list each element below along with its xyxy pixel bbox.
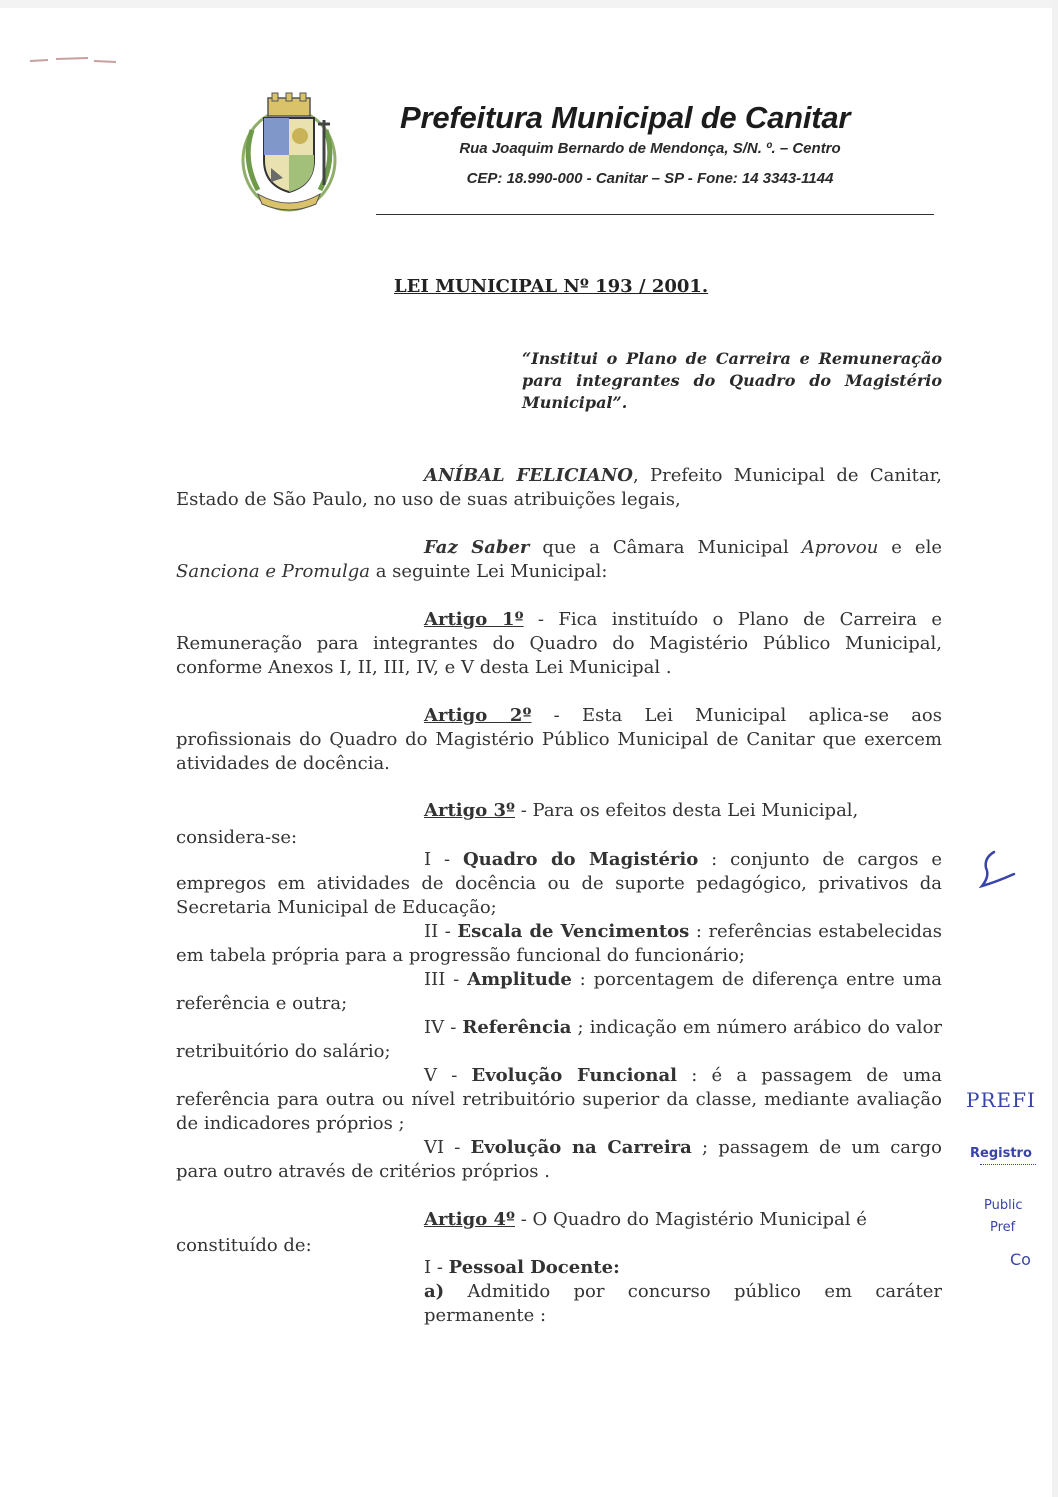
page-edge-right	[1052, 0, 1058, 1497]
item-term: Escala de Vencimentos	[457, 921, 690, 942]
enactment-text-3: a seguinte Lei Municipal:	[369, 561, 608, 582]
item-text: : porcentagem de diferença entre uma referência e outra;	[176, 969, 943, 1014]
law-title: LEI MUNICIPAL Nº 193 / 2001.	[394, 276, 709, 297]
stamp-line-5: Co	[1010, 1250, 1031, 1269]
item-text: Admitido por concurso público em caráter permanente :	[424, 1281, 942, 1326]
stamp-line-3: Public	[984, 1198, 1023, 1213]
item-number: II -	[424, 921, 458, 942]
article-3-item-3	[176, 968, 942, 1016]
article-2	[176, 704, 942, 776]
enactment-aprovou: Aprovou	[801, 537, 879, 558]
item-term: Pessoal Docente:	[448, 1257, 620, 1278]
article-3-continuation: considera-se:	[176, 827, 298, 848]
header-divider	[376, 214, 934, 215]
enactment-paragraph	[176, 536, 942, 584]
article-4-item-a	[424, 1280, 942, 1328]
item-number: V -	[424, 1065, 472, 1086]
municipal-crest-icon	[238, 90, 340, 215]
faz-saber-lead: Faz Saber	[424, 537, 530, 558]
preamble-paragraph	[176, 464, 942, 512]
item-number: I -	[424, 849, 463, 870]
enactment-sanciona: Sanciona e Promulga	[176, 561, 370, 582]
stamp-rule	[980, 1164, 1036, 1165]
item-term: Amplitude	[467, 969, 572, 990]
item-text: ; indicação em número arábico do valor retribuitório do salário;	[176, 1017, 943, 1062]
enactment-text-2: e ele	[878, 537, 942, 558]
item-letter: a)	[424, 1281, 445, 1302]
article-3-label: Artigo 3º	[424, 800, 515, 821]
item-number: I -	[424, 1257, 449, 1278]
preamble-text: , Prefeito Municipal de Canitar, Estado de São Paulo, no uso de suas atribuições legais,	[176, 465, 942, 510]
article-1-label: Artigo 1º	[424, 609, 524, 630]
page-edge	[0, 0, 1058, 8]
article-4-continuation: constituído de:	[176, 1235, 312, 1256]
article-2-label: Artigo 2º	[424, 705, 532, 726]
mayor-name: ANÍBAL FELICIANO	[424, 465, 633, 486]
item-term: Quadro do Magistério	[463, 849, 699, 870]
item-number: III -	[424, 969, 468, 990]
stamp-line-1: PREFI	[966, 1088, 1036, 1112]
page-title: Prefeitura Municipal de Canitar	[400, 100, 851, 135]
article-3	[176, 799, 942, 823]
item-number: VI -	[424, 1137, 471, 1158]
article-1	[176, 608, 942, 680]
article-3-item-5	[176, 1064, 942, 1136]
item-text: : é a passagem de uma referência para outra ou nível retribuitório superior da classe, mediante avaliação de indicadores próprios ;	[176, 1065, 942, 1134]
item-text: ; passagem de um cargo para outro através de critérios próprios .	[176, 1137, 942, 1182]
article-4	[424, 1208, 867, 1232]
item-number: IV -	[424, 1017, 463, 1038]
law-summary: “Institui o Plano de Carreira e Remuneração para integrantes do Quadro do Magistério Municipal”.	[522, 349, 942, 412]
item-text: : conjunto de cargos e empregos em atividades de docência ou de suporte pedagógico, privativos da Secretaria Municipal de Educação;	[176, 849, 942, 918]
article-4-item-1	[424, 1256, 620, 1280]
scan-smudge	[28, 56, 118, 64]
article-3-item-2	[176, 920, 942, 968]
article-3-item-6	[176, 1136, 942, 1184]
article-2-text: - Esta Lei Municipal aplica-se aos profissionais do Quadro do Magistério Público Municipal de Canitar que exercem atividades de docência.	[176, 705, 943, 774]
stamp-line-2: Registro	[970, 1146, 1032, 1161]
article-4-label: Artigo 4º	[424, 1209, 515, 1230]
header-contact: CEP: 18.990-000 - Canitar – SP - Fone: 14 3343-1144	[466, 170, 834, 187]
article-3-text: - Para os efeitos desta Lei Municipal,	[514, 800, 859, 821]
article-3-item-1	[176, 848, 942, 920]
handwritten-initial-icon	[974, 846, 1024, 896]
item-term: Evolução Funcional	[471, 1065, 678, 1086]
enactment-text-1: que a Câmara Municipal	[529, 537, 802, 558]
article-1-text: - Fica instituído o Plano de Carreira e Remuneração para integrantes do Quadro do Magistério Público Municipal, conforme Anexos I, II, III, IV, e V desta Lei Municipal .	[176, 609, 942, 678]
article-4-text: - O Quadro do Magistério Municipal é	[514, 1209, 867, 1230]
item-term: Evolução na Carreira	[470, 1137, 692, 1158]
article-3-item-4	[176, 1016, 942, 1064]
stamp-line-4: Pref	[990, 1220, 1016, 1235]
item-term: Referência	[462, 1017, 572, 1038]
item-text: : referências estabelecidas em tabela própria para a progressão funcional do funcionário;	[176, 921, 942, 966]
header-address: Rua Joaquim Bernardo de Mendonça, S/N. º. – Centro	[459, 140, 841, 157]
